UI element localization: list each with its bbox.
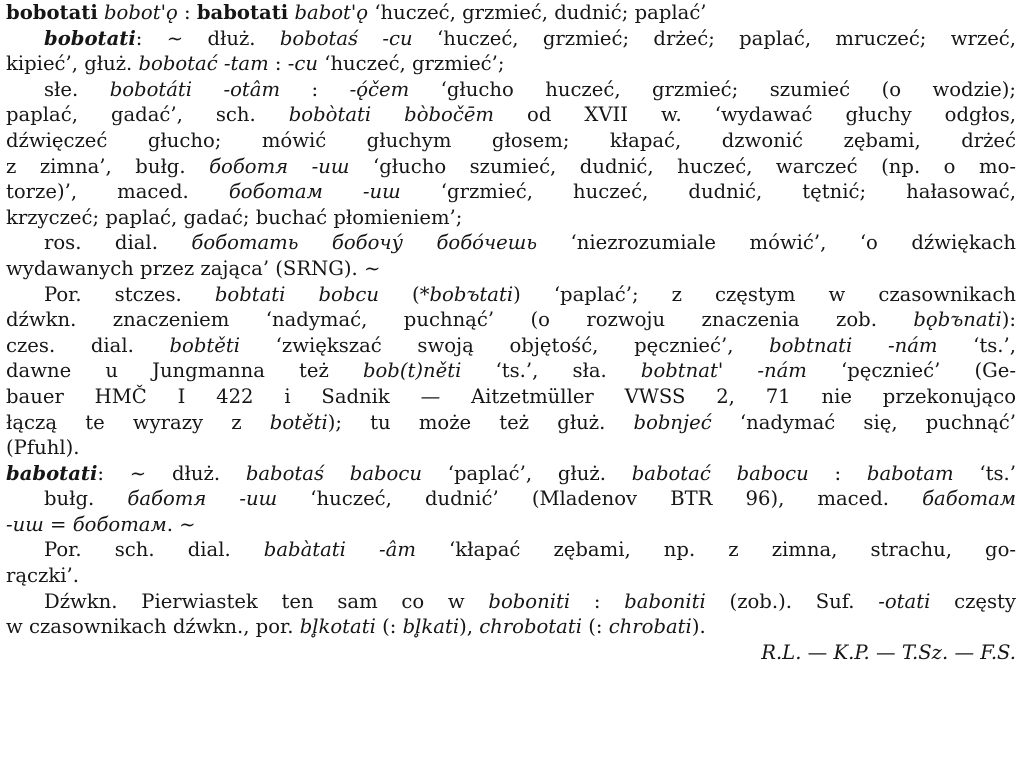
text-run: ‘niezrozumiale mówić’, ‘o dźwiękach	[537, 231, 1016, 255]
text-line	[6, 333, 1016, 359]
headword: babotati	[196, 1, 289, 24]
text-run: :	[808, 461, 867, 485]
text-run: (:	[582, 615, 609, 639]
italic-form: bobotać -tam	[138, 52, 269, 76]
text-run: słe.	[44, 77, 110, 101]
italic-form: babot'ǫ	[294, 1, 369, 24]
text-run: : ∼ dłuż.	[135, 26, 280, 50]
text-line	[6, 282, 1016, 308]
text-run: Dźwkn. Pierwiastek ten sam co w	[44, 589, 489, 613]
text-line	[6, 230, 1016, 256]
text-line	[6, 77, 1016, 103]
italic-form: bl̥kotati	[299, 615, 376, 639]
text-run: :	[570, 589, 625, 613]
text-run: ‘huczeć, dudnić’ (Mladenov BTR 96), maced.	[277, 487, 923, 511]
italic-form: bobotaś -cu	[279, 26, 413, 50]
text-line	[6, 307, 1016, 333]
text-run: . ∼	[166, 512, 196, 536]
text-run: ) ‘paplać’; z częstym w czasownikach	[513, 282, 1017, 306]
text-run: ‘zwiększać swoją objętość, pęcznieć’,	[240, 333, 770, 357]
text-run: dźwięczeć głucho; mówić głuchym głosem; kłapać, dzwonić zębami, drżeć	[6, 128, 1016, 152]
text-run: (zob.). Suf.	[705, 589, 879, 613]
text-line	[6, 358, 1016, 384]
italic-form: -cu	[287, 52, 318, 76]
text-run: ‘kłapać zębami, np. z zimna, strachu, go-	[415, 538, 1016, 562]
text-run: ‘grzmieć, huczeć, dudnić, tętnić; hałasować,	[400, 180, 1016, 204]
text-run: ‘ts.’, sła.	[461, 359, 641, 383]
text-run: (:	[375, 615, 403, 639]
italic-form: bǫbъnati	[913, 308, 1002, 332]
text-run: ‘huczeć, grzmieć, dudnić; paplać’	[368, 1, 707, 24]
italic-form: -otati	[878, 589, 931, 613]
headword: babotati	[6, 461, 98, 485]
author-signatures	[6, 640, 1016, 666]
italic-form: bobtnati -nám	[769, 333, 938, 357]
text-run: :	[280, 77, 350, 101]
italic-form: chrobati	[608, 615, 692, 639]
text-run: ‘głucho szumieć, dudnić, huczeć, warczeć (np. o mo-	[349, 154, 1016, 178]
italic-form: bob(t)něti	[362, 359, 462, 383]
text-line	[6, 0, 1016, 26]
text-run: =	[43, 512, 73, 536]
text-run: ros. dial.	[44, 231, 192, 255]
text-run: dawne u Jungmanna też	[6, 359, 363, 383]
italic-form: *bobъtati	[419, 282, 514, 306]
text-run: (Pfuhl).	[6, 436, 80, 460]
italic-form: -ǫ́čem	[349, 77, 410, 101]
italic-form: боботать бобочу́ бобо́чешь	[191, 231, 537, 255]
headword: bobotati	[44, 26, 136, 50]
text-line	[6, 154, 1016, 180]
text-line	[6, 589, 1016, 615]
text-run: w czasownikach dźwkn., por.	[6, 615, 300, 639]
text-run: :	[177, 1, 197, 24]
text-line	[6, 384, 1016, 410]
text-line	[6, 435, 1016, 461]
text-run: łączą te wyrazy z	[6, 410, 270, 434]
text-run: (	[378, 282, 420, 306]
text-run: ).	[691, 615, 706, 639]
text-run: torze)’, maced.	[6, 180, 229, 204]
text-run: krzyczeć; paplać, gadać; buchać płomieniem’;	[6, 205, 463, 229]
italic-form: bobot'ǫ	[104, 1, 178, 24]
italic-form: боботя -иш	[209, 154, 350, 178]
text-line	[6, 512, 1016, 538]
text-line	[6, 563, 1016, 589]
text-run: od XVII w. ‘wydawać głuchy odgłos,	[494, 103, 1016, 127]
italic-form: babàtati -âm	[263, 538, 416, 562]
text-run: ); tu może też głuż.	[327, 410, 634, 434]
text-line	[6, 128, 1016, 154]
italic-form: R.L. — K.P. — T.Sz. — F.S.	[761, 640, 1016, 664]
text-run: ‘ts.’,	[937, 333, 1016, 357]
text-line	[6, 614, 1016, 640]
text-line	[6, 256, 1016, 282]
italic-form: -иш	[6, 512, 44, 536]
text-run: częsty	[930, 589, 1017, 613]
italic-form: боботам	[72, 512, 167, 536]
text-run: bauer HMČ I 422 i Sadnik — Aitzetmüller VWSS 2, 71 nie przekonująco	[6, 384, 1016, 408]
text-run: bułg.	[44, 487, 128, 511]
text-line	[6, 205, 1016, 231]
italic-form: баботам	[922, 487, 1016, 511]
text-run: dźwkn. znaczeniem ‘nadymać, puchnąć’ (o rozwoju znaczenia zob.	[6, 308, 914, 332]
text-run: Por. stczes.	[44, 282, 215, 306]
text-line	[6, 537, 1016, 563]
italic-form: botěti	[269, 410, 328, 434]
text-run: z zimna’, bułg.	[6, 154, 210, 178]
headword: bobotati	[6, 1, 98, 24]
italic-form: babotaś babocu	[245, 461, 422, 485]
text-run: ):	[1001, 308, 1016, 332]
text-run: Por. sch. dial.	[44, 538, 264, 562]
text-line	[6, 102, 1016, 128]
italic-form: bobtěti	[169, 333, 240, 357]
italic-form: babotać babocu	[631, 461, 809, 485]
text-line	[6, 51, 1016, 77]
text-run: ‘pęcznieć’ (Ge-	[806, 359, 1016, 383]
italic-form: bobtati bobcu	[214, 282, 379, 306]
text-line	[6, 179, 1016, 205]
text-run: ),	[459, 615, 480, 639]
text-run: :	[268, 52, 288, 76]
text-run: paplać, gadać’, sch.	[6, 103, 289, 127]
italic-form: bobnjeć	[633, 410, 712, 434]
italic-form: boboniti	[488, 589, 571, 613]
text-run: wydawanych przez zająca’ (SRNG). ∼	[6, 256, 381, 280]
italic-form: боботам -иш	[228, 180, 401, 204]
italic-form: bobotáti -otâm	[109, 77, 281, 101]
italic-form: bl̥kati	[402, 615, 460, 639]
text-run: czes. dial.	[6, 333, 170, 357]
text-run: ‘paplać’, głuż.	[421, 461, 632, 485]
text-run: ‘ts.’	[953, 461, 1016, 485]
italic-form: bobòtati bòbočēm	[288, 103, 494, 127]
text-run: ‘głucho huczeć, grzmieć; szumieć (o wodzie);	[409, 77, 1017, 101]
text-line	[6, 26, 1016, 52]
text-run: ‘huczeć, grzmieć’;	[317, 52, 505, 76]
italic-form: baboniti	[624, 589, 706, 613]
text-line	[6, 410, 1016, 436]
text-run: ‘huczeć, grzmieć; drżeć; paplać, mruczeć; wrzeć,	[412, 26, 1016, 50]
text-run: kipieć’, głuż.	[6, 52, 139, 76]
text-line	[6, 461, 1016, 487]
text-line	[6, 486, 1016, 512]
text-run: rączki’.	[6, 564, 79, 588]
italic-form: chrobotati	[479, 615, 582, 639]
italic-form: babotam	[866, 461, 954, 485]
text-run: : ∼ dłuż.	[97, 461, 246, 485]
text-run: ‘nadymać się, puchnąć’	[711, 410, 1016, 434]
italic-form: баботя -иш	[127, 487, 278, 511]
italic-form: bobtnat' -nám	[640, 359, 807, 383]
